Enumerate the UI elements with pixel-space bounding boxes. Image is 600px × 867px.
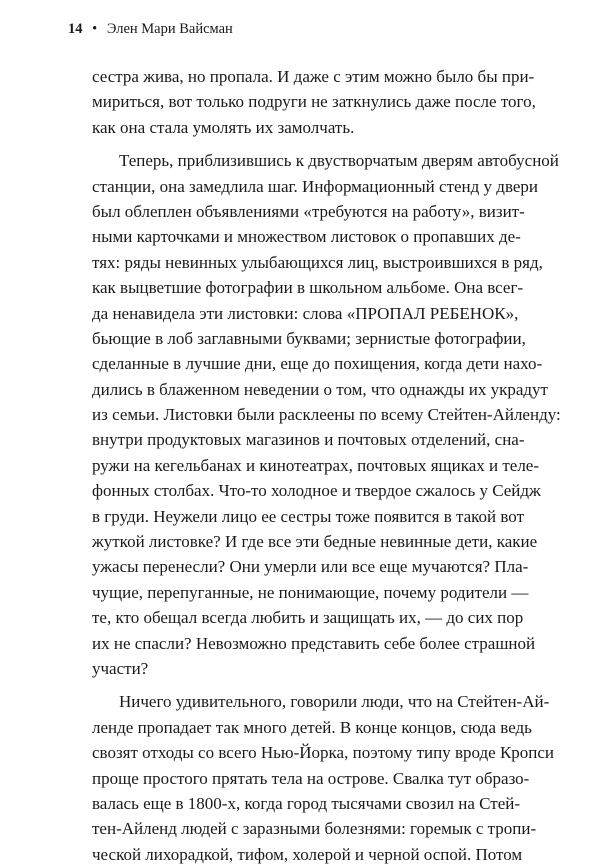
text-line: ными карточками и множеством листовок о пропавших де- <box>92 227 521 247</box>
text-line: сделанные в лучшие дни, еще до похищения, когда дети нахо- <box>92 354 543 374</box>
text-line: из семьи. Листовки были расклеены по всему Стейтен-Айленду: <box>92 405 561 425</box>
text-line: внутри продуктовых магазинов и почтовых отделений, сна- <box>92 430 525 450</box>
paragraph-2 <box>92 148 561 681</box>
text-line: мириться, вот только подруги не заткнулись даже после того, <box>92 92 536 112</box>
text-line: дились в блаженном неведении о том, что однажды их украдут <box>92 379 548 399</box>
paragraph-3 <box>92 689 555 867</box>
text-line: ужасы перенесли? Они умерли или все еще мучаются? Пла- <box>92 557 529 577</box>
text-line: тях: ряды невинных улыбающихся лиц, выстроившихся в ряд, <box>92 252 543 272</box>
text-line: ческой лихорадкой, тифом, холерой и черной оспой. Потом <box>92 844 523 864</box>
text-line: в груди. Неужели лицо ее сестры тоже появится в такой вот <box>92 506 525 526</box>
text-line: их не спасли? Невозможно представить себе более страшной <box>92 633 536 653</box>
running-header <box>68 20 233 38</box>
text-line: валась еще в 1800-х, когда город тысячами свозил на Стей- <box>92 793 521 813</box>
text-line: те, кто обещал всегда любить и защищать их, — до сих пор <box>92 608 524 628</box>
running-header-author: Элен Мари Вайсман <box>106 21 233 37</box>
body-text <box>92 64 561 867</box>
text-line: станции, она замедлила шаг. Информационный стенд у двери <box>92 176 539 196</box>
text-line: Ничего удивительного, говорили люди, что на Стейтен-Ай- <box>119 692 550 712</box>
text-line: свозят отходы со всего Нью-Йорка, поэтому типу вроде Кропси <box>92 743 555 763</box>
text-line: сестра жива, но пропала. И даже с этим можно было бы при- <box>92 67 535 86</box>
paragraph-1 <box>92 64 536 140</box>
text-line: как выцветшие фотографии в школьном альбоме. Она всег- <box>92 278 524 298</box>
header-separator: • <box>92 21 98 37</box>
paragraph-gap <box>92 140 501 148</box>
text-line: Теперь, приблизившись к двустворчатым дверям автобусной <box>119 151 559 171</box>
text-line: ружи на кегельбанах и кинотеатрах, почтовых ящиках и теле- <box>92 455 540 475</box>
text-line: участи? <box>92 658 149 678</box>
text-line: проще простого прятать тела на острове. Свалка тут образо- <box>92 768 530 788</box>
text-line: чущие, перепуганные, не понимающие, почему родители — <box>92 582 529 602</box>
text-line: да ненавидела эти листовки: слова «ПРОПАЛ РЕБЕНОК», <box>92 303 519 323</box>
text-line: ленде пропадает так много детей. В конце концов, сюда ведь <box>92 717 532 737</box>
paragraph-gap <box>92 681 501 689</box>
text-line: как она стала умолять их замолчать. <box>92 117 355 137</box>
text-line: бьющие в лоб заглавными буквами; зернистые фотографии, <box>92 328 526 348</box>
text-line: жуткой листовке? И где все эти бедные невинные дети, какие <box>92 532 538 552</box>
text-line: фонных столбах. Что-то холодное и твердое сжалось у Сейдж <box>92 481 541 501</box>
text-line: был облеплен объявлениями «требуются на работу», визит- <box>92 201 525 221</box>
page-number: 14 <box>68 21 83 37</box>
text-line: тен-Айленд людей с заразными болезнями: горемык с тропи- <box>92 819 537 839</box>
